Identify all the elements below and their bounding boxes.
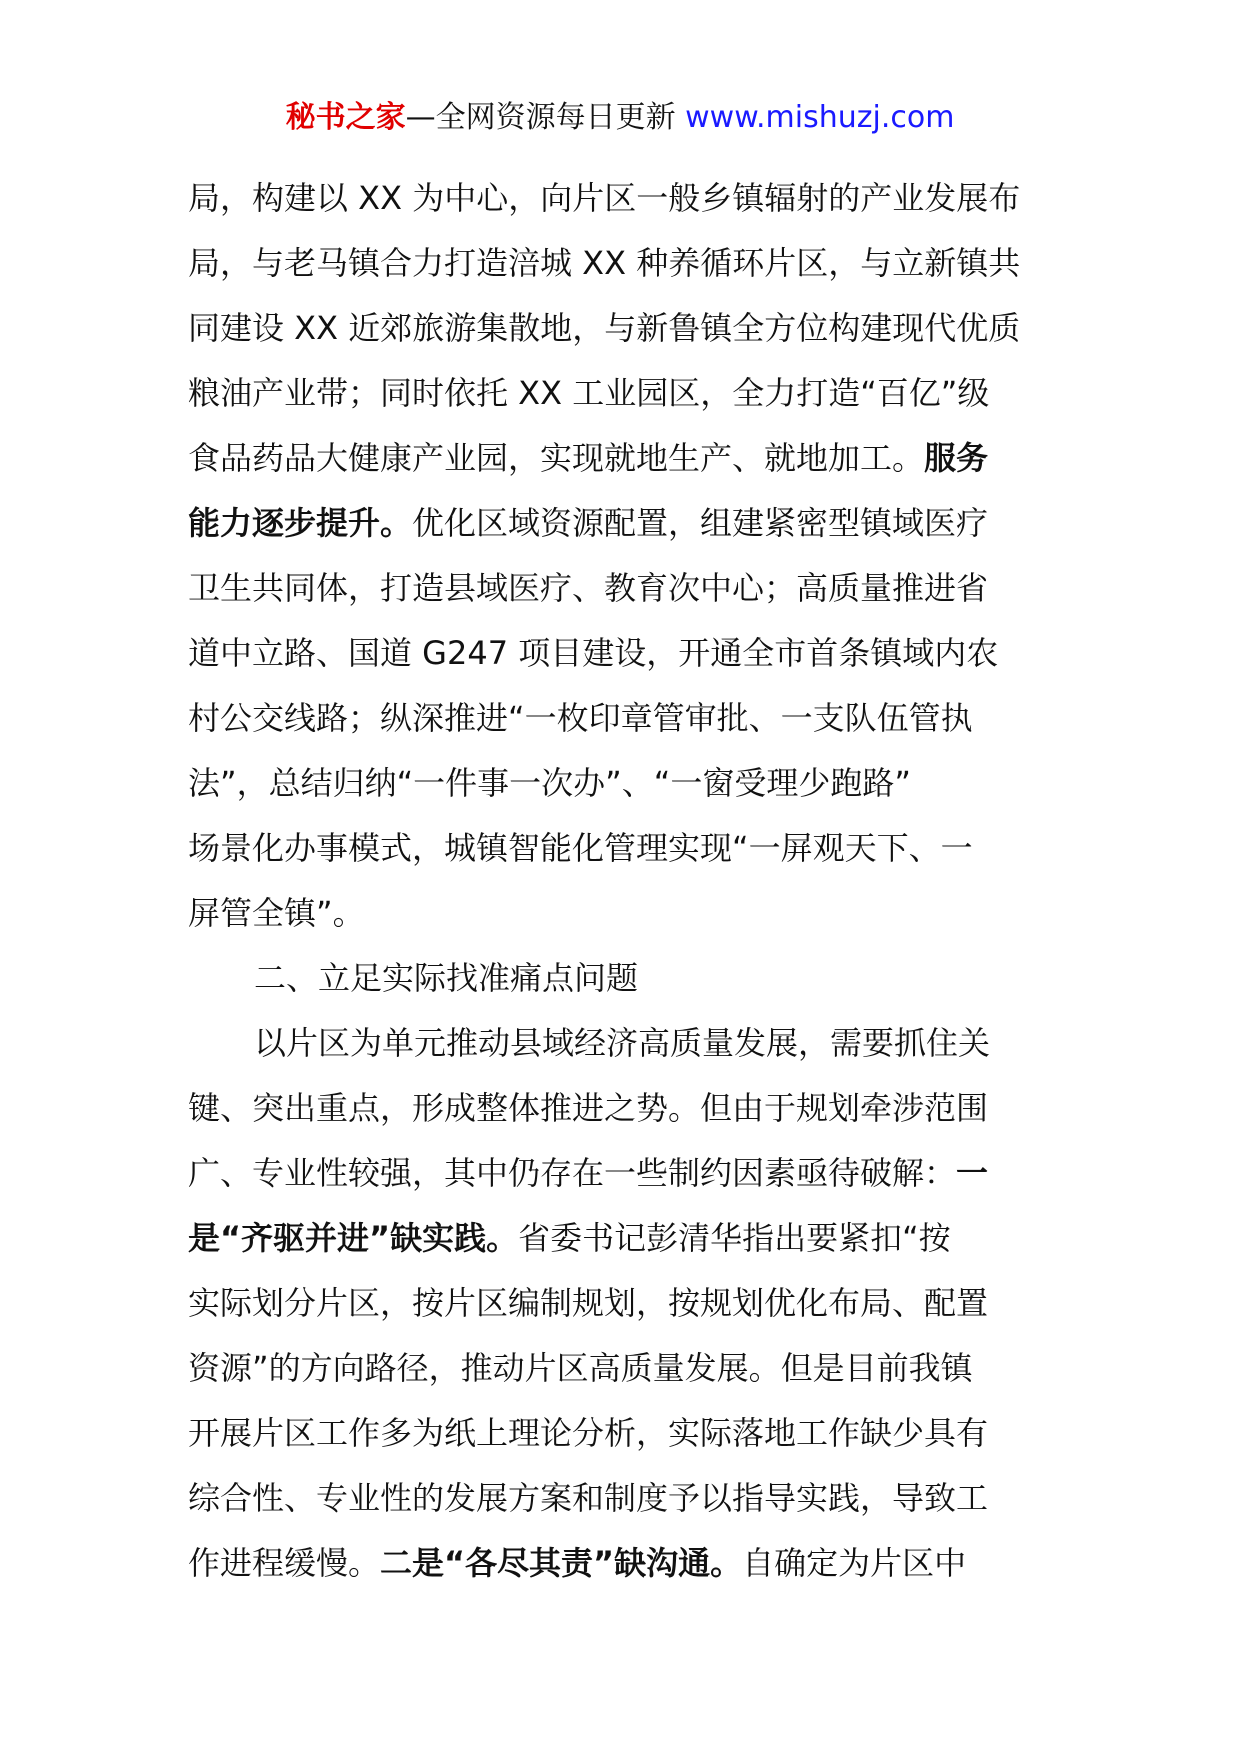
text-line: 屏管全镇”。: [188, 894, 365, 932]
text-line: 场景化办事模式，城镇智能化管理实现“一屏观天下、一: [188, 829, 973, 867]
bold-heading: 一: [956, 1154, 989, 1192]
text-line: 综合性、专业性的发展方案和制度予以指导实践，导致工: [188, 1479, 989, 1517]
text-line: 食品药品大健康产业园，实现就地生产、就地加工。服务: [188, 439, 989, 477]
site-slogan: —全网资源每日更新: [405, 100, 686, 135]
section-heading: 二、立足实际找准痛点问题: [254, 959, 639, 997]
text-line: 能力逐步提升。优化区域资源配置，组建紧密型镇域医疗: [188, 504, 989, 542]
bold-heading: 二是“各尽其责”缺沟通。: [380, 1544, 743, 1582]
site-header: [0, 98, 1240, 138]
text-line: 局，构建以 XX 为中心，向片区一般乡镇辐射的产业发展布: [188, 179, 1021, 217]
text-line: 开展片区工作多为纸上理论分析，实际落地工作缺少具有: [188, 1414, 989, 1452]
bold-heading: 能力逐步提升。: [188, 504, 413, 542]
document-body: [188, 166, 1058, 1596]
text-line: 卫生共同体，打造县域医疗、教育次中心；高质量推进省: [188, 569, 989, 607]
bold-heading: 服务: [924, 439, 989, 477]
site-brand: 秘书之家: [285, 100, 406, 135]
text-line: 村公交线路；纵深推进“一枚印章管审批、一支队伍管执: [188, 699, 973, 737]
text-line: 广、专业性较强，其中仍存在一些制约因素亟待破解：一: [188, 1154, 989, 1192]
text-line: 以片区为单元推动县域经济高质量发展，需要抓住关: [254, 1024, 991, 1062]
text-line: 法”，总结归纳“一件事一次办”、“一窗受理少跑路”: [188, 764, 911, 802]
text-line: 道中立路、国道 G247 项目建设，开通全市首条镇域内农: [188, 634, 999, 672]
text-line: 局，与老马镇合力打造涪城 XX 种养循环片区，与立新镇共: [188, 244, 1021, 282]
site-url-link[interactable]: www.mishuzj.com: [685, 100, 955, 135]
text-line: 粮油产业带；同时依托 XX 工业园区，全力打造“百亿”级: [188, 374, 990, 412]
text-line: 实际划分片区，按片区编制规划，按规划优化布局、配置: [188, 1284, 989, 1322]
text-line: 资源”的方向路径，推动片区高质量发展。但是目前我镇: [188, 1349, 973, 1387]
text-line: 作进程缓慢。二是“各尽其责”缺沟通。自确定为片区中: [188, 1544, 967, 1582]
text-line: 是“齐驱并进”缺实践。省委书记彭清华指出要紧扣“按: [188, 1219, 951, 1257]
text-line: 键、突出重点，形成整体推进之势。但由于规划牵涉范围: [188, 1089, 989, 1127]
bold-heading: 是“齐驱并进”缺实践。: [188, 1219, 519, 1257]
text-line: 同建设 XX 近郊旅游集散地，与新鲁镇全方位构建现代优质: [188, 309, 1021, 347]
